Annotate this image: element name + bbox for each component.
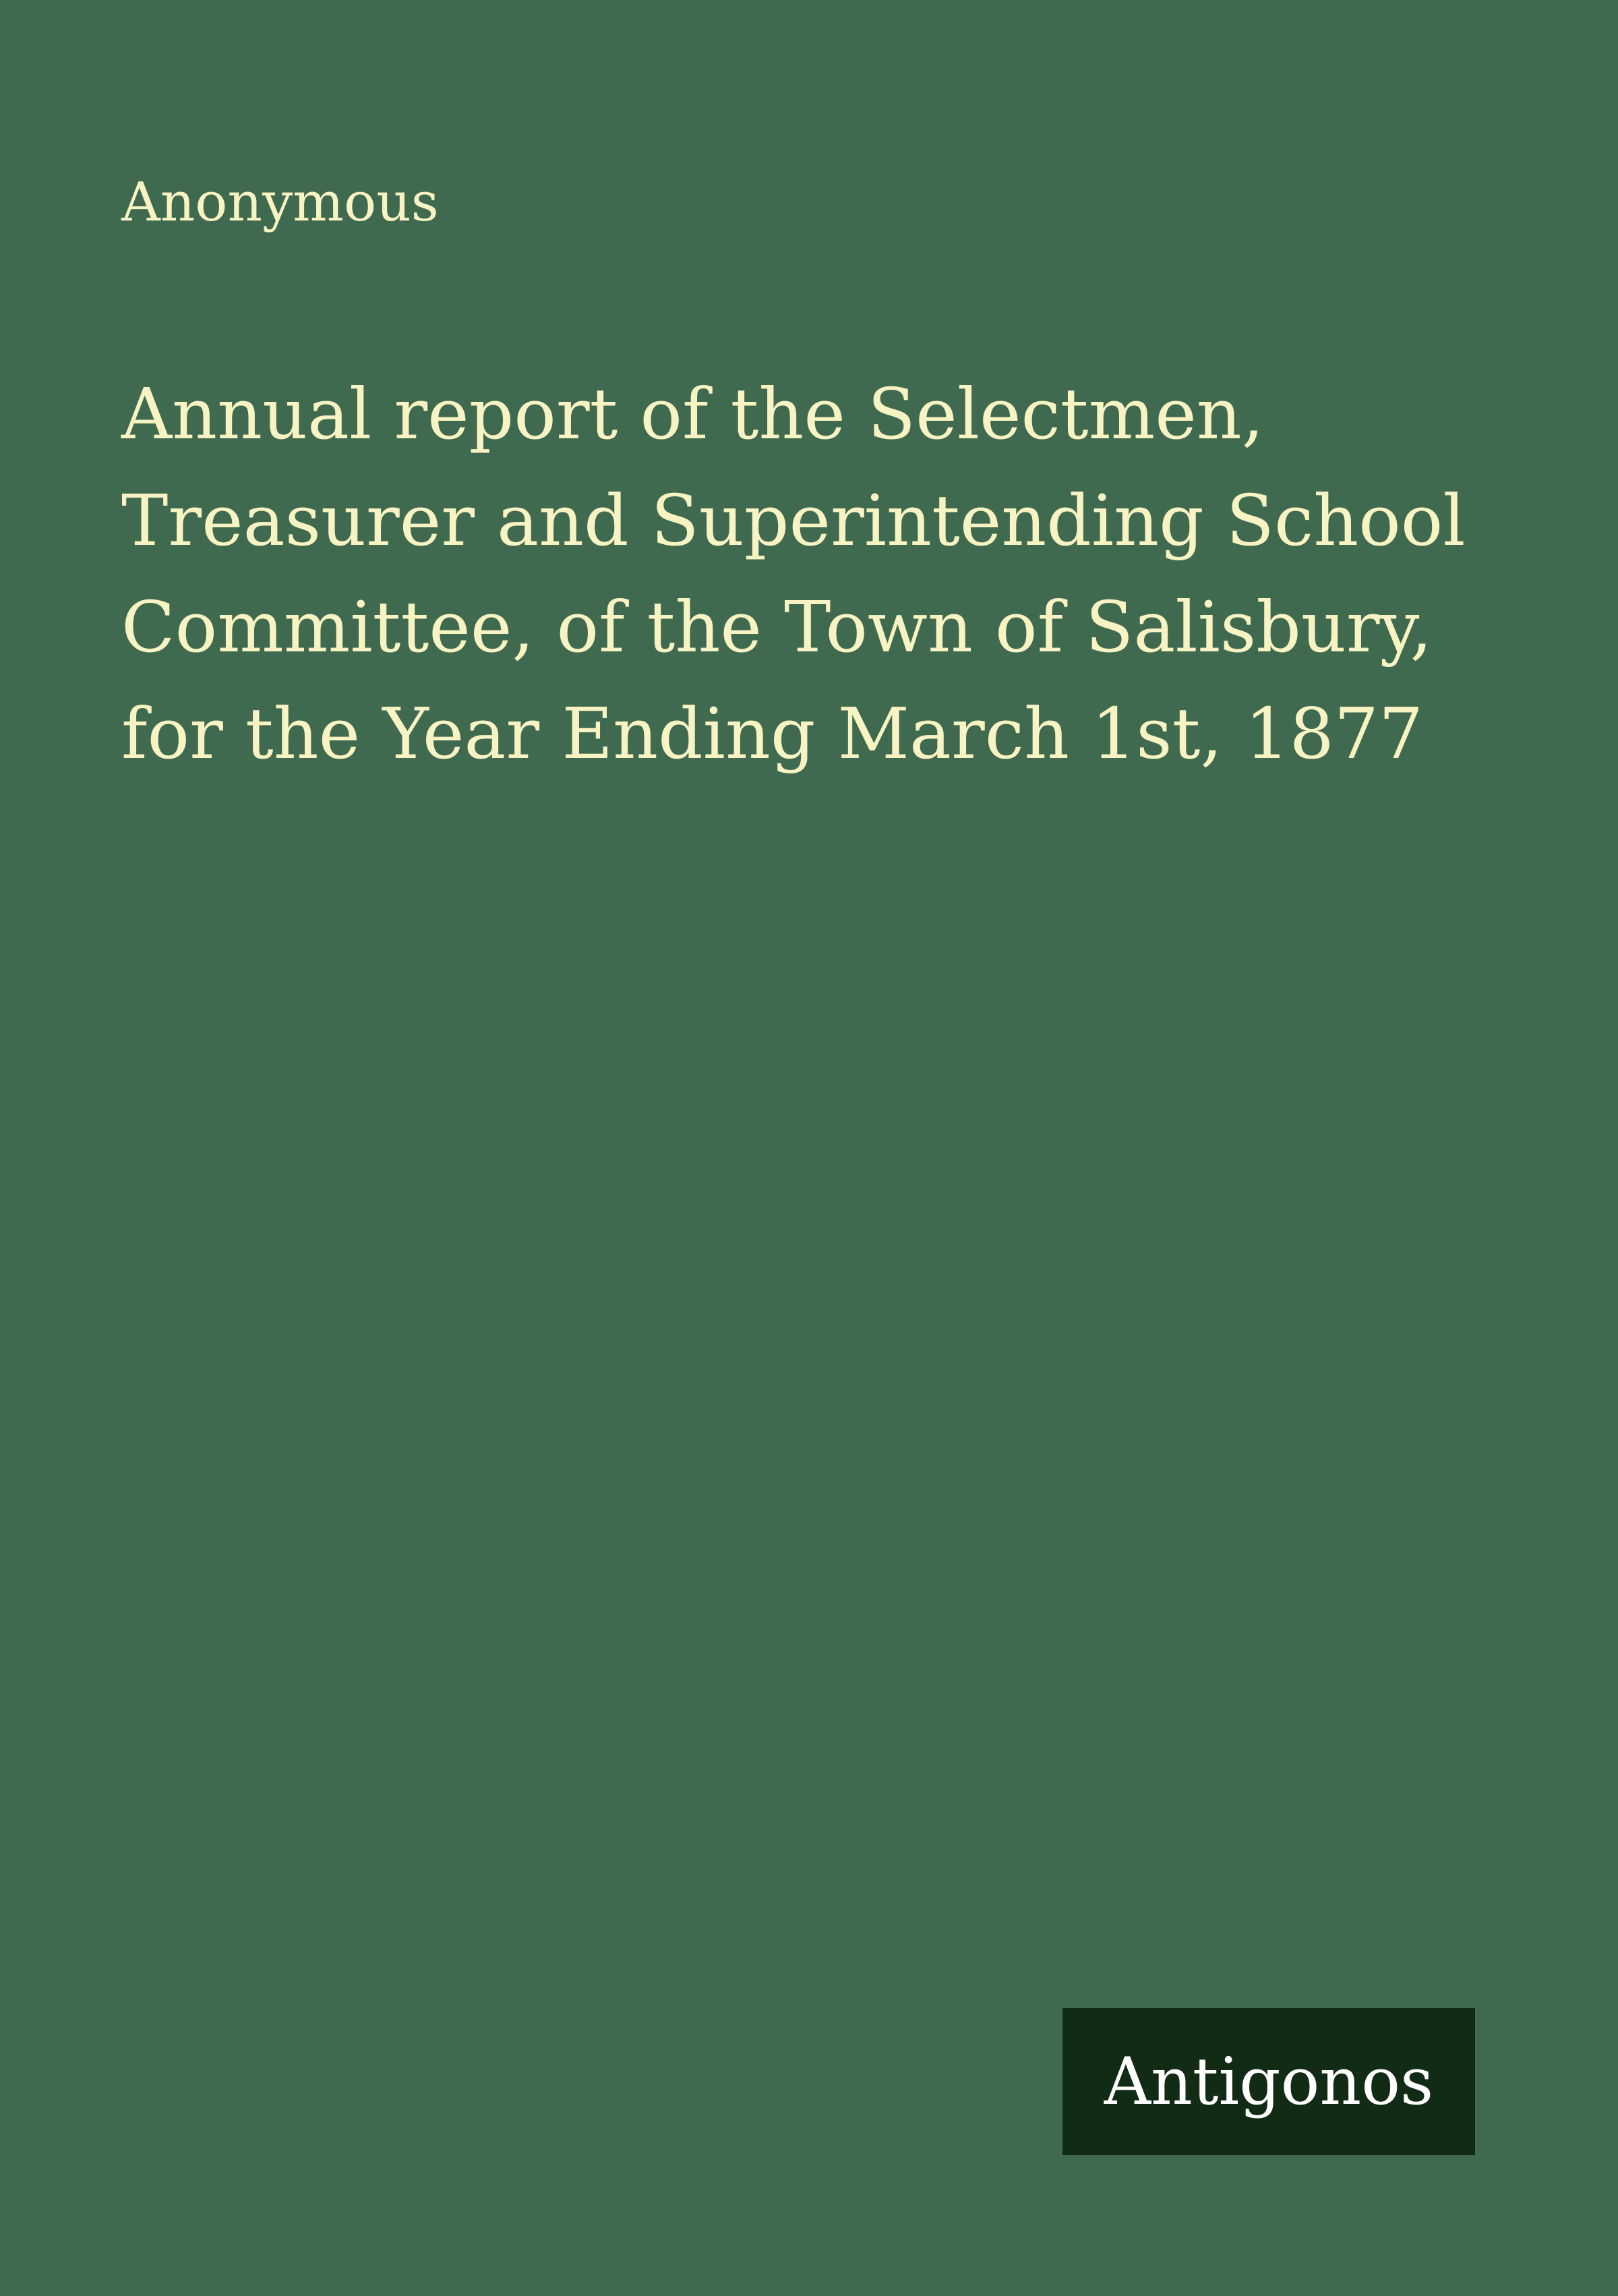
publisher-name: Antigonos	[1104, 2044, 1434, 2119]
book-title: Annual report of the Selectmen, Treasurer and Superintending School Committee, of the Town of Salisbury, for the Year Ending March 1st, 1877	[121, 373, 1466, 775]
publisher-logo	[1062, 2008, 1475, 2155]
author-name: Anonymous	[121, 171, 439, 233]
